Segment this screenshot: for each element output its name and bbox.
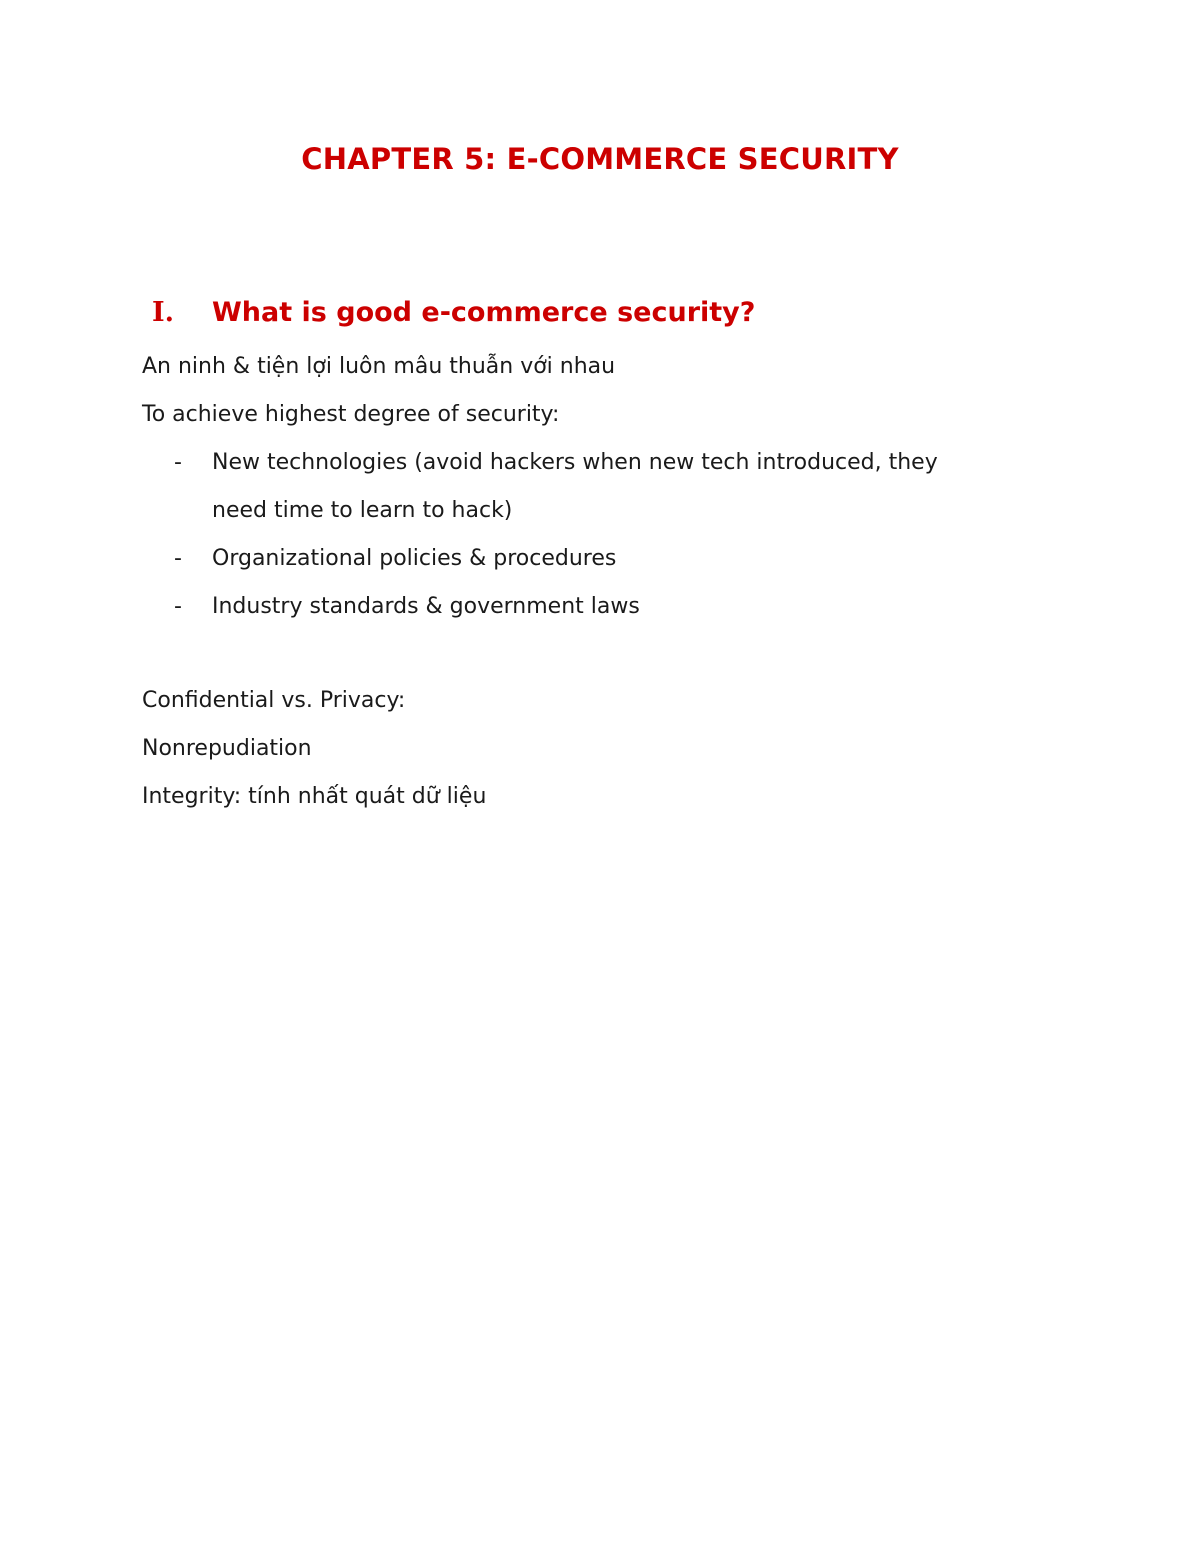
bullet-new-technologies: New technologies (avoid hackers when new tech introduced, they [212,450,938,475]
section-heading [152,297,755,328]
bullet-marker: - [174,450,182,475]
paragraph-security-convenience: An ninh & tiện lợi luôn mâu thuẫn với nhau [142,354,616,379]
note-confidential-privacy: Confidential vs. Privacy: [142,688,406,713]
section-number: I. [152,297,175,328]
section-heading-text: What is good e-commerce security? [212,297,756,328]
bullet-industry-standards: Industry standards & government laws [212,594,640,619]
bullet-marker: - [174,546,182,571]
bullet-new-technologies-cont: need time to learn to hack) [212,498,513,523]
chapter-title: CHAPTER 5: E-COMMERCE SECURITY [301,142,899,176]
bullet-marker: - [174,594,182,619]
note-nonrepudiation: Nonrepudiation [142,736,312,761]
paragraph-highest-degree: To achieve highest degree of security: [142,402,560,427]
note-integrity: Integrity: tính nhất quát dữ liệu [142,784,487,809]
bullet-organizational-policies: Organizational policies & procedures [212,546,617,571]
